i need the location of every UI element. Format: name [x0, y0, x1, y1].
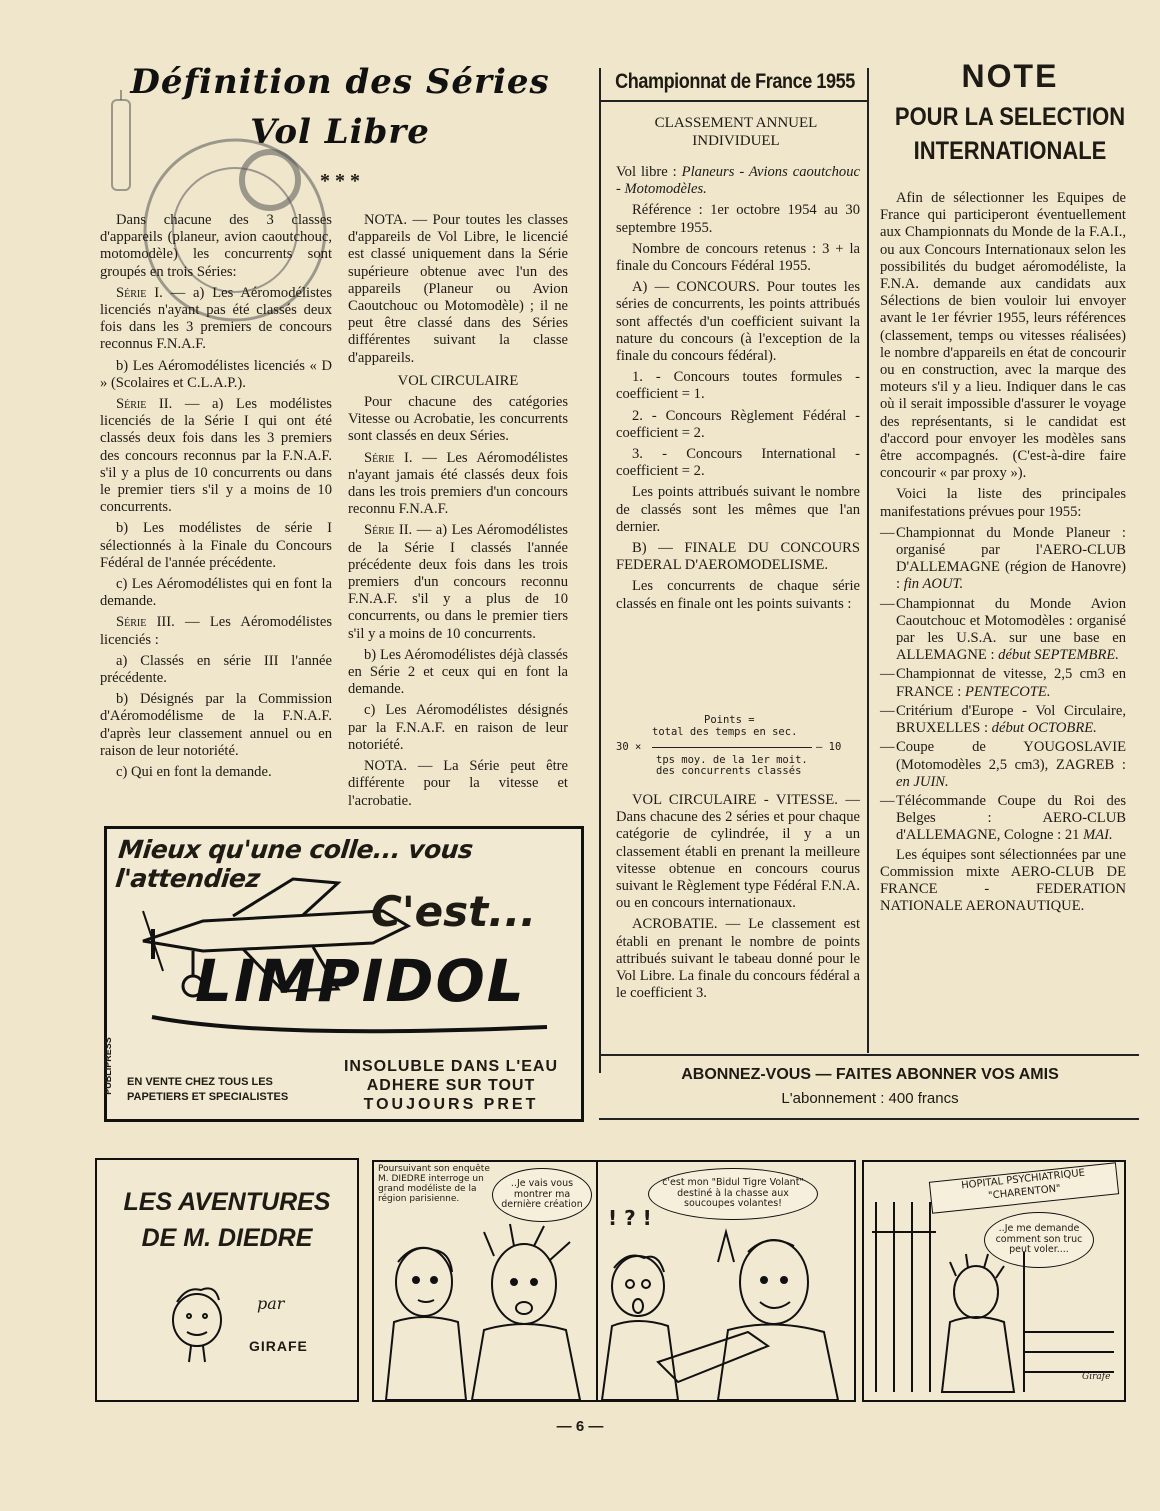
championnat-vitesse: VOL CIRCULAIRE - VITESSE. — Dans chacune des 2 séries et pour chaque catégorie de cylindrée, il y a un classement établi en prenant la meilleure vitesse obtenue en concours courus suivant le Règlement type Fédéral F.N.A. ou en concours internationaux.: [616, 792, 860, 912]
championnat-reference: Référence : 1er octobre 1954 au 30 septembre 1955.: [616, 202, 860, 236]
ad-cest: C'est...: [371, 887, 537, 936]
comic-title-panel: [95, 1158, 359, 1402]
subscribe-top-rule: [599, 1054, 1139, 1056]
girafe-self-portrait-icon: [157, 1276, 247, 1366]
panel2-exclamation: ! ? !: [608, 1206, 652, 1230]
comic-author: GIRAFE: [249, 1338, 308, 1354]
ad-feature-2: ADHERE SUR TOUT: [366, 1077, 536, 1094]
formula-multiplier: 30 ×: [616, 741, 642, 753]
note-item: — Championnat de vitesse, 2,5 cm3 en FRANCE : PENTECOTE.: [880, 666, 1126, 700]
col1-serie2-b: b) Les modélistes de série I sélectionnés à la Finale du Concours Fédéral de l'année précédente.: [100, 520, 332, 571]
note-subtitle: [889, 100, 1132, 168]
championnat-finale-points: Les concurrents de chaque série classés en finale ont les points suivants :: [616, 578, 860, 612]
ad-sales-info: [127, 1075, 288, 1105]
panel3-signature: Girafe: [1082, 1372, 1111, 1382]
col2-intro: Pour chacune des catégories Vitesse ou Acrobatie, les concurrents sont classés en deux Séries.: [348, 394, 568, 445]
points-formula: [614, 714, 862, 780]
page-number: — 6 —: [556, 1418, 604, 1435]
championnat-coef-1: 1. - Concours toutes formules - coefficient = 1.: [616, 369, 860, 403]
limpidol-advertisement: [104, 826, 584, 1122]
championnat-points: Les points attribués suivant le nombre de classés sont les mêmes que l'an dernier.: [616, 484, 860, 535]
championnat-body-a: [616, 164, 860, 617]
ad-swoosh: [147, 1009, 557, 1039]
note-item: — Championnat du Monde Planeur : organisé par l'AERO-CLUB D'ALLEMAGNE (région de Hanovre) : fin AOUT.: [880, 524, 1126, 593]
col1-serie3: Série III. — Les Aéromodélistes licenciés :: [100, 614, 332, 648]
col1-serie3-a: a) Classés en série III l'année précédente.: [100, 652, 332, 687]
col2-serie2-a: Série II. — a) Les Aéromodélistes de la Série I classés l'année précédente deux fois dans les trois premiers d'un concours reconnu F.N.A.F. s'il y a plus de 10 concurrents, ou dans le premier tiers s'il y a moins de 10 concurrents.: [348, 522, 568, 642]
subscribe-headline: ABONNEZ-VOUS — FAITES ABONNER VOS AMIS: [681, 1066, 1059, 1083]
col2-nota: NOTA. — Pour toutes les classes d'appareils de Vol Libre, le licencié est classé uniquement dans la Série supérieure obtenue avec l'un des appareils (Planeur ou Avion Caoutchouc ou Motomodèle) ; il ne peut être classé dans des Séries différentes suivant la classe d'appareils.: [348, 212, 568, 366]
championnat-coef-2: 2. - Concours Règlement Fédéral - coefficient = 2.: [616, 407, 860, 441]
panel3-speech-bubble: ..Je me demande comment son truc peut voler....: [984, 1212, 1094, 1268]
ad-sales-line2: PAPETIERS ET SPECIALISTES: [127, 1091, 289, 1103]
comic-panel-1: [372, 1160, 598, 1402]
panel3-asylum-drawing: [864, 1192, 1124, 1400]
column-rule-right: [867, 68, 869, 1053]
ad-brand: LIMPIDOL: [195, 947, 526, 1015]
panel2-characters-drawing: [598, 1222, 854, 1400]
ad-feature-3: TOUJOURS PRET: [363, 1096, 539, 1113]
col1-serie3-c: c) Qui en font la demande.: [116, 764, 272, 781]
ad-sales-line1: EN VENTE CHEZ TOUS LES: [127, 1076, 273, 1088]
formula-numerator: total des temps en sec.: [652, 726, 798, 738]
comic-title-line1: LES AVENTURES: [123, 1188, 331, 1216]
col2-heading-vol-circulaire: VOL CIRCULAIRE: [397, 372, 519, 389]
formula-points-label: Points =: [704, 714, 755, 726]
formula-denominator-2: des concurrents classés: [656, 765, 802, 777]
championnat-subtitle-line2: INDIVIDUEL: [692, 133, 780, 149]
ad-feature-1: INSOLUBLE DANS L'EAU: [343, 1058, 559, 1075]
comic-par: par: [257, 1294, 285, 1313]
note-list-intro: Voici la liste des principales manifestations prévues pour 1955:: [880, 486, 1126, 520]
title-stars: * * *: [320, 170, 360, 192]
subscribe-bottom-rule: [599, 1118, 1139, 1120]
championnat-coef-3: 3. - Concours International - coefficient = 2.: [616, 446, 860, 480]
championnat-vol-libre: Vol libre : Planeurs - Avions caoutchouc - Motomodèles.: [616, 164, 860, 198]
col1-serie1-a: Série I. — a) Les Aéromodélistes licenciés n'ayant pas été classés deux fois dans les 3 premiers de concours reconnus F.N.A.F.: [100, 284, 332, 353]
col1-serie2-c: c) Les Aéromodélistes qui en font la demande.: [100, 576, 332, 610]
subscribe-price: L'abonnement : 400 francs: [781, 1090, 959, 1107]
note-item: — Télécommande Coupe du Roi des Belges : AERO-CLUB d'ALLEMAGNE, Cologne : 21 MAI.: [880, 792, 1126, 844]
formula-minus: — 10: [816, 741, 842, 753]
hospital-sign: HOPITAL PSYCHIATRIQUE "CHARENTON": [929, 1162, 1119, 1213]
comic-panel-3: [862, 1160, 1126, 1402]
column-rule-left: [599, 68, 601, 1073]
championnat-finale: B) — FINALE DU CONCOURS FEDERAL D'AEROMODELISME.: [616, 540, 860, 574]
note-body: [880, 190, 1126, 919]
panel2-speech-bubble: c'est mon "Bidul Tigre Volant" destiné à la chasse aux soucoupes volantes!: [648, 1168, 818, 1220]
article-title-line1: Définition des Séries: [130, 62, 550, 102]
ad-publipress: PUBLIPRESS: [102, 1037, 113, 1095]
championnat-concours-a: A) — CONCOURS. Pour toutes les séries de concurrents, les points attribués sont affectés d'un coefficient suivant la nature du concours (à l'exception de la finale du concours fédéral).: [616, 279, 860, 365]
ad-features: [335, 1057, 567, 1114]
formula-fraction-bar: [652, 747, 812, 748]
panel1-caption: Poursuivant son enquête M. DIEDRE interroge un grand modéliste de la région parisienne.: [378, 1164, 490, 1204]
note-item: — Coupe de YOUGOSLAVIE (Motomodèles 2,5 cm3), ZAGREB : en JUIN.: [880, 739, 1126, 790]
ad-headline: Mieux qu'une colle... vous l'attendiez: [113, 835, 475, 893]
comic-panel-2: [596, 1160, 856, 1402]
championnat-title: Championnat de France 1955: [615, 70, 855, 93]
championnat-subtitle: [612, 114, 860, 150]
note-title: NOTE: [961, 58, 1059, 94]
article-column-1: [100, 212, 332, 785]
panel1-speech-bubble: ..Je vais vous montrer ma dernière création: [492, 1168, 592, 1222]
comic-title: [109, 1184, 345, 1256]
note-subtitle-line1: POUR LA SELECTION: [894, 103, 1126, 131]
col1-serie3-b: b) Désignés par la Commission d'Aéromodélisme de la F.N.A.F. d'après leur classement annuel ou en raison de leur notoriété.: [100, 691, 332, 759]
col2-serie2-b: b) Les Aéromodélistes déjà classés en Série 2 et ceux qui en font la demande.: [348, 646, 568, 698]
col2-nota-2: NOTA. — La Série peut être différente pour la vitesse et l'acrobatie.: [348, 758, 568, 809]
championnat-acrobatie: ACROBATIE. — Le classement est établi en prenant le nombre de points attribués suivant le tabeau donné pour le Vol Libre. La finale du concours fédéral a le coefficient 3.: [616, 916, 860, 1002]
article-column-2: [348, 212, 568, 814]
champ-title-underline: [599, 100, 869, 102]
comic-title-line2: DE M. DIEDRE: [141, 1224, 313, 1252]
note-closing: Les équipes sont sélectionnées par une Commission mixte AERO-CLUB DE FRANCE - FEDERATION NATIONALE AERONAUTIQUE.: [880, 846, 1126, 915]
col1-serie2-a: Série II. — a) Les modélistes licenciés de la Série I qui ont été classés deux fois dans les 3 premiers des concours reconnus par la F.N.A.F. s'il y a plus de 10 concurrents ou dans le premier tiers s'il y a moins de 10 concurrents.: [100, 396, 332, 516]
article-title-line2: Vol Libre: [250, 112, 430, 152]
championnat-subtitle-line1: CLASSEMENT ANNUEL: [654, 115, 818, 131]
note-item: — Championnat du Monde Avion Caoutchouc et Motomodèles : organisé par les U.S.A. sur une base en ALLEMAGNE : début SEPTEMBRE.: [880, 595, 1126, 664]
formula-denominator-1: tps moy. de la 1er moit.: [656, 754, 808, 766]
note-intro: Afin de sélectionner les Equipes de France qui participeront éventuellement aux Championnats du Monde de la F.A.I., ou aux Concours Internationaux selon les possibilités du budget aéromodéliste, la F.N.A. demande aux candidats aux Sélections de bien vouloir lui envoyer avant le 1er février 1955, leurs références (classement, temps ou vitesses réalisées) le nombre d'appareils en état de concourir ou en construction, avec la marque des moteurs s'il y a lieu. Indiquer dans le cas où il serait impossible d'assurer le voyage des représentants, si le candidat est d'accord pour envoyer les modèles sans être accompagnés. (C'est-à-dire faire concourir « par proxy »).: [880, 190, 1126, 482]
note-item: — Critérium d'Europe - Vol Circulaire, BRUXELLES : début OCTOBRE.: [880, 702, 1126, 737]
col2-serie2-c: c) Les Aéromodélistes désignés par la F.N.A.F. en raison de leur notoriété.: [348, 702, 568, 753]
championnat-nombre-concours: Nombre de concours retenus : 3 + la finale du Concours Fédéral 1955.: [616, 240, 860, 275]
col1-intro: Dans chacune des 3 classes d'appareils (planeur, avion caoutchouc, motomodèle) les concurrents sont groupés en trois Séries:: [100, 212, 332, 280]
col1-serie1-b: b) Les Aéromodélistes licenciés « D » (Scolaires et C.L.A.P.).: [100, 357, 332, 391]
championnat-body-b: [616, 792, 860, 1006]
note-subtitle-line2: INTERNATIONALE: [913, 137, 1107, 165]
panel1-characters-drawing: [374, 1222, 596, 1400]
col2-serie1: Série I. — Les Aéromodélistes n'ayant jamais été classés deux fois dans les trois premiers d'un concours reconnu F.N.A.F.: [348, 449, 568, 518]
